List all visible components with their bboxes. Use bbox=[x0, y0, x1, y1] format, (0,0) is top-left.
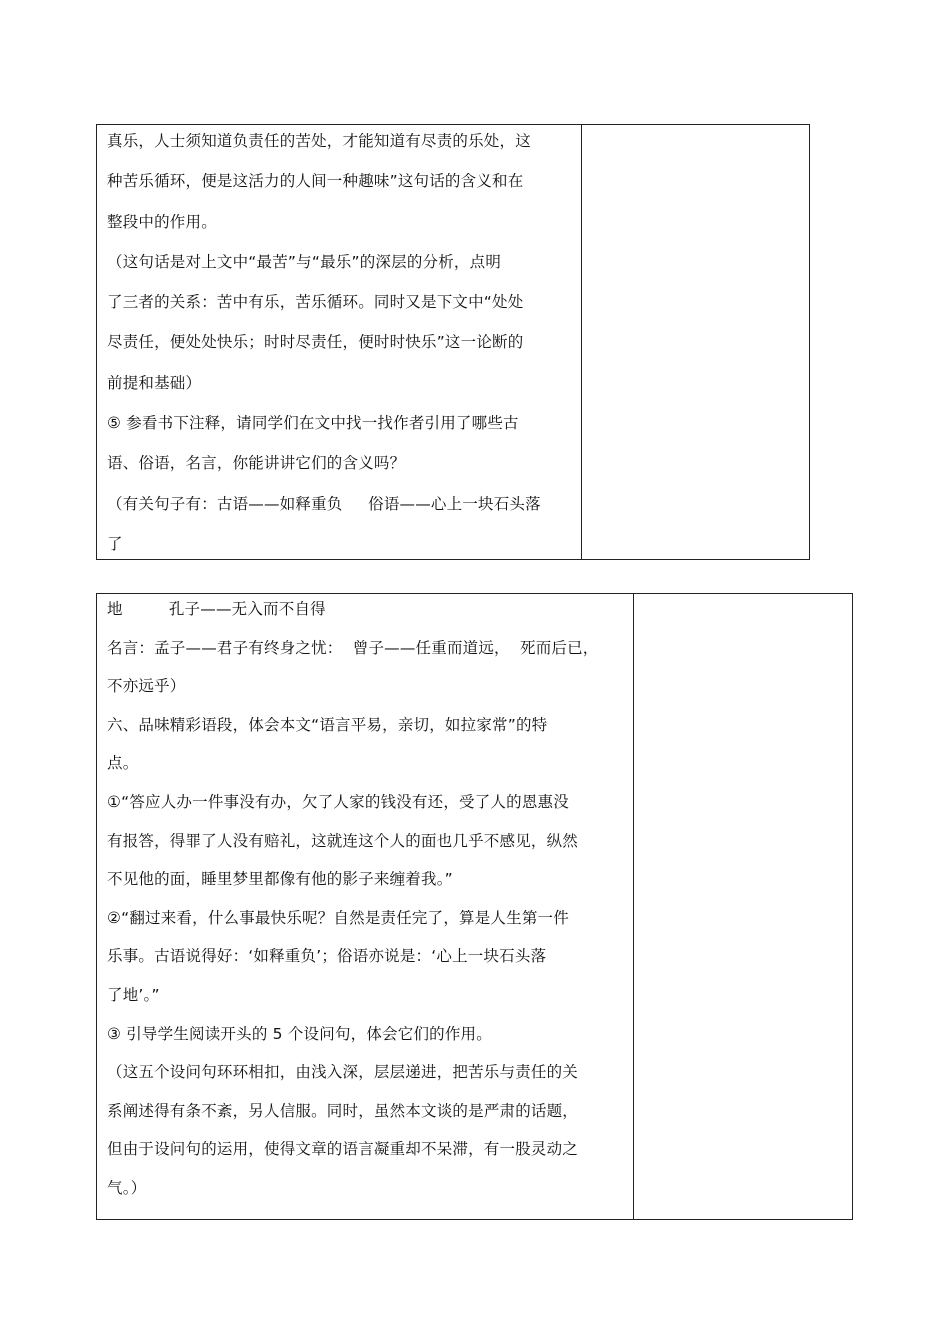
text-line: 地 孔子——无入而不自得 bbox=[107, 600, 326, 618]
text-line: 不亦远乎） bbox=[107, 677, 186, 696]
text-line: 了地’。” bbox=[107, 985, 160, 1004]
text-line: 整段中的作用。 bbox=[107, 212, 217, 231]
text-line: 气。） bbox=[107, 1178, 147, 1197]
text-line: （这句话是对上文中“最苦”与“最乐”的深层的分析，点明 bbox=[107, 252, 502, 271]
notes-cell bbox=[582, 125, 809, 559]
text-line: 但由于设问句的运用，使得文章的语言凝重却不呆滞，有一股灵动之 bbox=[107, 1140, 579, 1159]
text-line: ③ 引导学生阅读开头的 5 个设问句，体会它们的作用。 bbox=[107, 1024, 492, 1043]
text-line: 六、品味精彩语段，体会本文“语言平易，亲切，如拉家常”的特 bbox=[107, 715, 548, 734]
text-line: 名言：孟子——君子有终身之忧： 曾子——任重而道远， 死而后已， bbox=[107, 638, 599, 657]
lesson-table-2 bbox=[96, 593, 853, 1220]
lesson-table-1 bbox=[96, 124, 810, 560]
content-cell bbox=[97, 125, 582, 559]
text-line: 有报答，得罪了人没有赔礼，这就连这个人的面也几乎不感见，纵然 bbox=[107, 831, 579, 850]
text-line: 了 bbox=[107, 534, 123, 553]
text-line: ⑤ 参看书下注释，请同学们在文中找一找作者引用了哪些古 bbox=[107, 414, 519, 433]
text-line: 了三者的关系：苦中有乐，苦乐循环。同时又是下文中“处处 bbox=[107, 293, 524, 312]
text-line: （这五个设问句环环相扣，由浅入深，层层递进，把苦乐与责任的关 bbox=[107, 1063, 579, 1082]
text-line: 点。 bbox=[107, 754, 139, 773]
content-cell bbox=[97, 594, 634, 1219]
text-line: ①“答应人办一件事没有办，欠了人家的钱没有还，受了人的恩惠没 bbox=[107, 792, 569, 811]
text-line: 种苦乐循环，便是这活力的人间一种趣味”这句话的含义和在 bbox=[107, 172, 524, 191]
text-line: 系阐述得有条不紊，另人信服。同时，虽然本文谈的是严肃的话题， bbox=[107, 1101, 579, 1120]
text-line: ②“翻过来看，什么事最快乐呢？自然是责任完了，算是人生第一件 bbox=[107, 908, 569, 927]
text-line: 真乐，人士须知道负责任的苦处，才能知道有尽责的乐处，这 bbox=[107, 132, 531, 150]
text-line: 尽责任，便处处快乐；时时尽责任，便时时快乐”这一论断的 bbox=[107, 333, 524, 352]
text-line: 乐事。古语说得好：‘如释重负’；俗语亦说是：‘心上一块石头落 bbox=[107, 947, 547, 966]
text-line: 前提和基础） bbox=[107, 373, 202, 392]
text-line: 不见他的面，睡里梦里都像有他的影子来缠着我。” bbox=[107, 870, 453, 889]
text-line: 语、俗语，名言，你能讲讲它们的含义吗？ bbox=[107, 454, 406, 473]
text-line: （有关句子有：古语——如释重负 俗语——心上一块石头落 bbox=[107, 494, 541, 513]
notes-cell bbox=[634, 594, 852, 1219]
